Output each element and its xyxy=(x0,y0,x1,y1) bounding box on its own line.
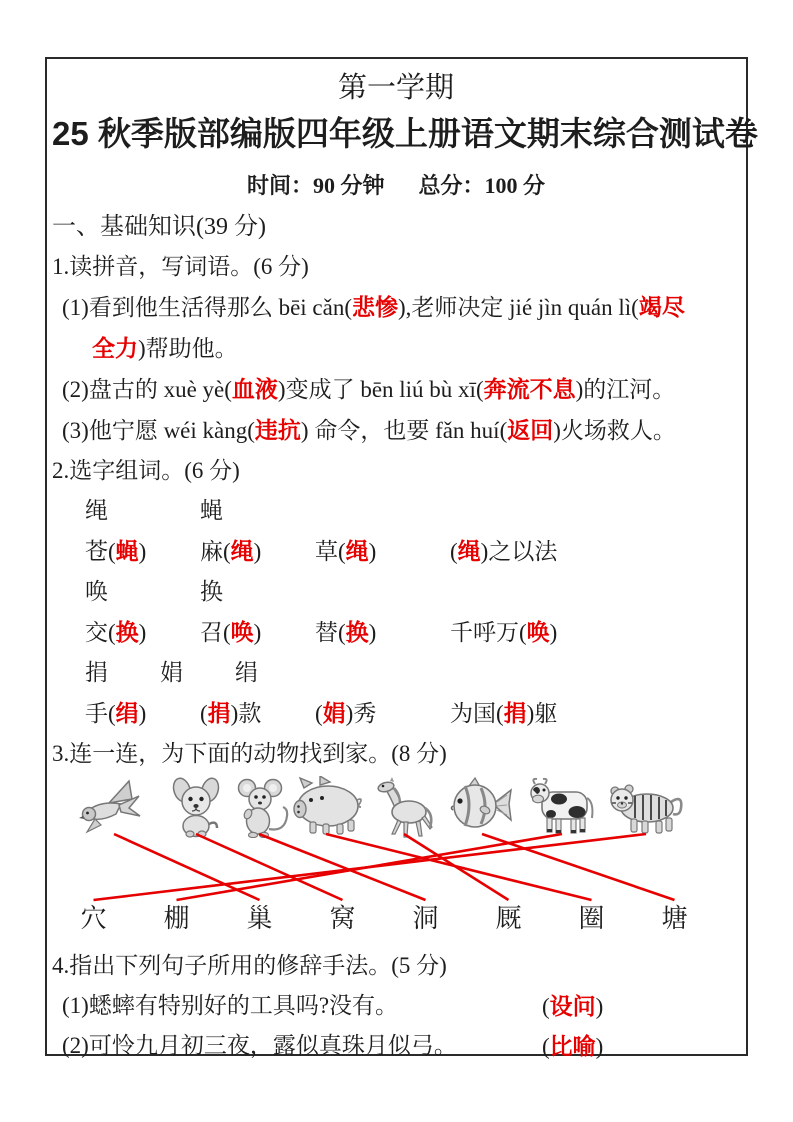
matching-exercise xyxy=(52,776,740,936)
test-paper-border xyxy=(45,57,758,1059)
home-word: 棚 xyxy=(163,904,190,933)
connection-line-dog xyxy=(196,834,343,900)
q2-character-row xyxy=(52,572,740,612)
home-word: 圈 xyxy=(578,904,605,933)
home-word: 穴 xyxy=(80,904,107,933)
q2-cell: 捐 xyxy=(85,660,108,685)
q1-item-1: (1)看到他生活得那么 bēi cǎn(悲惨),老师决定 jié jìn quán lì(竭尽 xyxy=(62,294,685,320)
section1-heading: 一、基础知识(39 分) xyxy=(52,214,266,240)
q4-item-2 xyxy=(52,1026,740,1066)
q1-heading: 1.读拼音，写词语。(6 分) xyxy=(52,254,309,279)
q4-item-2-text: (2)可怜九月初三夜，露似真珠月似弓。 xyxy=(62,1033,457,1058)
q2-cell: 娟 xyxy=(160,660,183,685)
q4-item-2-answer: (比喻) xyxy=(542,1033,604,1059)
q2-cell: 唤 xyxy=(85,579,108,604)
connection-line-horse xyxy=(404,834,509,900)
q2-cell: 绳 xyxy=(85,498,108,523)
q2-cell: 草(绳) xyxy=(315,538,377,564)
q4-item-1-text: (1)蟋蟀有特别好的工具吗?没有。 xyxy=(62,993,399,1018)
time-score-line xyxy=(52,171,740,201)
homes-row xyxy=(52,902,716,936)
q2-character-row xyxy=(52,653,740,693)
q1-item-1-continued: 全力)帮助他。 xyxy=(92,335,238,361)
home-word: 塘 xyxy=(661,904,688,933)
q2-cell: 麻(绳) xyxy=(200,538,262,564)
q2-cell: 交(换) xyxy=(85,619,147,645)
q2-cell: (绳)之以法 xyxy=(450,538,558,564)
q2-answer-row xyxy=(52,531,740,572)
q2-answer-row xyxy=(52,693,740,734)
q2-cell: (捐)款 xyxy=(200,700,262,726)
home-word: 厩 xyxy=(495,904,522,933)
q2-cell: 替(换) xyxy=(315,619,377,645)
q2-cell: 千呼万(唤) xyxy=(450,619,558,645)
semester-heading: 第一学期 xyxy=(337,72,454,104)
home-word: 巢 xyxy=(246,904,273,933)
q3-heading: 3.连一连，为下面的动物找到家。(8 分) xyxy=(52,741,447,766)
q2-cell: 苍(蝇) xyxy=(85,538,147,564)
q2-cell: 蝇 xyxy=(200,498,223,523)
home-word: 窝 xyxy=(329,904,356,933)
q2-answer-row xyxy=(52,612,740,653)
q2-cell: 为国(捐)躯 xyxy=(450,700,558,726)
connection-line-mouse xyxy=(259,834,426,900)
total-score-label: 总分：100 分 xyxy=(418,173,546,198)
q4-heading: 4.指出下列句子所用的修辞手法。(5 分) xyxy=(52,953,447,978)
q1-item-3: (3)他宁愿 wéi kàng(违抗) 命令，也要 fǎn huí(返回)火场救人。 xyxy=(62,417,676,443)
q2-cell: 手(绢) xyxy=(85,700,147,726)
q1-item-2: (2)盘古的 xuè yè(血液)变成了 bēn liú bù xī(奔流不息)的江河。 xyxy=(62,376,676,402)
q2-heading: 2.选字组词。(6 分) xyxy=(52,458,240,483)
paper-title: 25 秋季版部编版四年级上册语文期末综合测试卷 xyxy=(52,115,758,152)
q2-character-row xyxy=(52,491,740,531)
q4-item-1-answer: (设问) xyxy=(542,993,604,1019)
time-label: 时间：90 分钟 xyxy=(246,173,385,198)
q2-cell: 换 xyxy=(200,579,223,604)
q2-cell: 绢 xyxy=(235,660,258,685)
home-word: 洞 xyxy=(412,904,439,933)
q2-cell: (娟)秀 xyxy=(315,700,377,726)
q4-item-1 xyxy=(52,986,740,1026)
q2-cell: 召(唤) xyxy=(200,619,262,645)
